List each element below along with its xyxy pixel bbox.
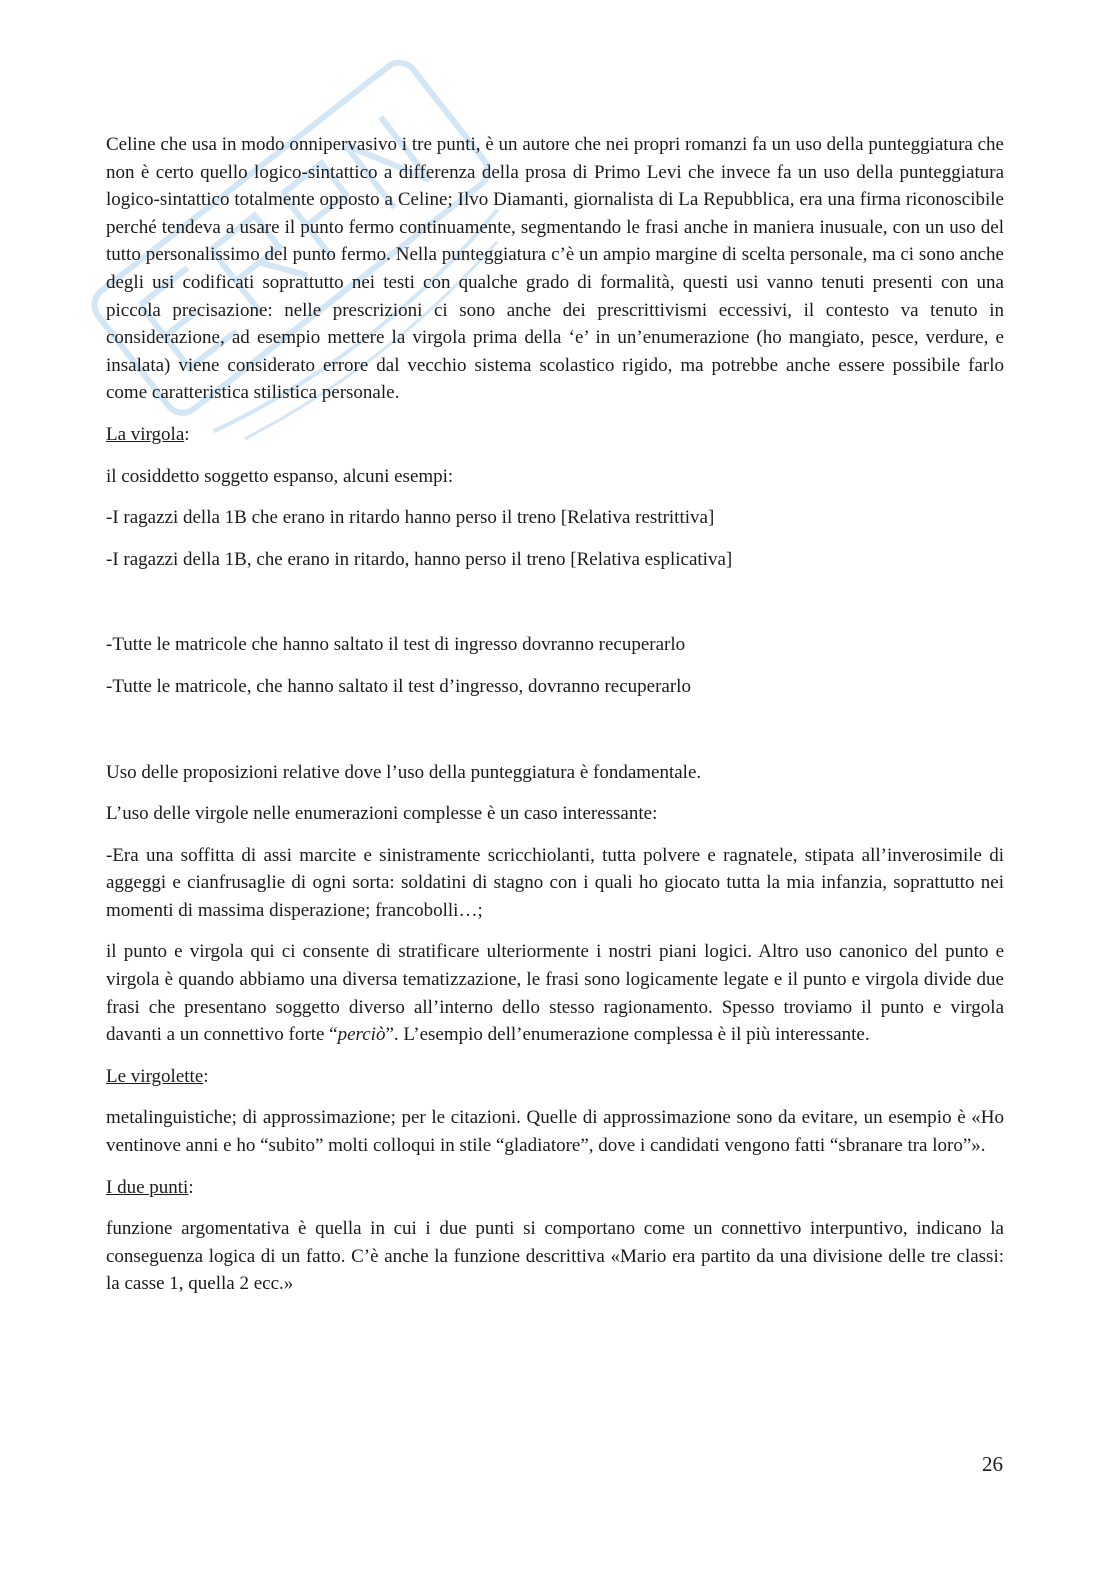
page-number: 26 (982, 1452, 1003, 1476)
example-esplicativa: -I ragazzi della 1B, che erano in ritardo, hanno perso il treno [Relativa esplicativa] (106, 548, 733, 570)
paragraph-soggetto-espanso: il cosiddetto soggetto espanso, alcuni esempi: (106, 465, 454, 487)
text-run: il punto e virgola qui ci consente di stratificare ulteriormente i nostri piani logici. Altro uso canonico del punto e virgola è quando abbiamo una diversa tematizzazione, le frasi sono logicamente legate e il punto e virgola divide due frasi che presentano soggetto diverso all’interno dello stesso ragionamento. Spesso troviamo il punto e virgola davanti a un connettivo forte “ (106, 941, 1004, 1046)
text-run: ”. L’esempio dell’enumerazione complessa è il più interessante. (385, 1024, 870, 1046)
section-heading-container: Le virgolette: (106, 1065, 209, 1087)
page-body (106, 131, 1004, 1312)
paragraph-punto-e-virgola (106, 938, 1004, 1048)
section-heading-virgola: La virgola (106, 423, 185, 445)
section-heading-virgolette: Le virgolette (106, 1065, 204, 1087)
paragraph-enumerazioni: L’uso delle virgole nelle enumerazioni complesse è un caso interessante: (106, 803, 658, 825)
example-matricole-esplicativa: -Tutte le matricole, che hanno saltato il test d’ingresso, dovranno recuperarlo (106, 675, 691, 697)
italic-word-percio: perciò (337, 1024, 386, 1046)
example-soffitta: -Era una soffitta di assi marcite e sinistramente scricchiolanti, tutta polvere e ragnatele, stipata all’inverosimile di aggeggi e cianfrusaglie di ogni sorta: soldatini di stagno con i quali ho giocato tutta la mia infanzia, soprattutto nei momenti di massima disperazione; francobolli…; (106, 844, 1004, 921)
section-heading-due-punti: I due punti (106, 1176, 189, 1198)
section-heading-container: La virgola: (106, 423, 190, 445)
paragraph-due-punti: funzione argomentativa è quella in cui i due punti si comportano come un connettivo interpuntivo, indicano la conseguenza logica di un fatto. C’è anche la funzione descrittiva «Mario era partito da una divisione delle tre classi: la casse 1, quella 2 ecc.» (106, 1218, 1004, 1295)
spacer (106, 715, 1004, 759)
paragraph-virgolette: metalinguistiche; di approssimazione; per le citazioni. Quelle di approssimazione sono da evitare, un esempio è «Ho ventinove anni e ho “subito” molti colloqui in stile “gladiatore”, dove i candidati vengono fatti “sbranare tra loro”». (106, 1107, 1004, 1157)
example-matricole-restrittiva: -Tutte le matricole che hanno saltato il test di ingresso dovranno recuperarlo (106, 634, 686, 656)
paragraph-relative: Uso delle proposizioni relative dove l’uso della punteggiatura è fondamentale. (106, 761, 702, 783)
spacer (106, 587, 1004, 631)
example-restrittiva: -I ragazzi della 1B che erano in ritardo hanno perso il treno [Relativa restrittiva] (106, 507, 715, 529)
section-heading-container: I due punti: (106, 1176, 194, 1198)
paragraph-punctuation-styles: Celine che usa in modo onnipervasivo i tre punti, è un autore che nei propri romanzi fa un uso della punteggiatura che non è certo quello logico-sintattico a differenza della prosa di Primo Levi che invece fa un uso della punteggiatura logico-sintattico totalmente opposto a Celine; Ilvo Diamanti, giornalista di La Repubblica, era una firma riconoscibile perché tendeva a usare il punto fermo continuamente, segmentando le frasi anche in maniera inusuale, con un uso del tutto personalissimo del punto fermo. Nella punteggiatura c’è un ampio margine di scelta personale, ma ci sono anche degli usi codificati soprattutto nei testi con qualche grado di formalità, questi usi vanno tenuti presenti con una piccola precisazione: nelle prescrizioni ci sono anche dei prescrittivismi eccessivi, il contesto va tenuto in considerazione, ad esempio mettere la virgola prima della ‘e’ in un’enumerazione (ho mangiato, pesce, verdure, e insalata) viene considerato errore dal vecchio sistema scolastico rigido, ma potrebbe anche essere possibile farlo come caratteristica stilistica personale. (106, 134, 1004, 404)
